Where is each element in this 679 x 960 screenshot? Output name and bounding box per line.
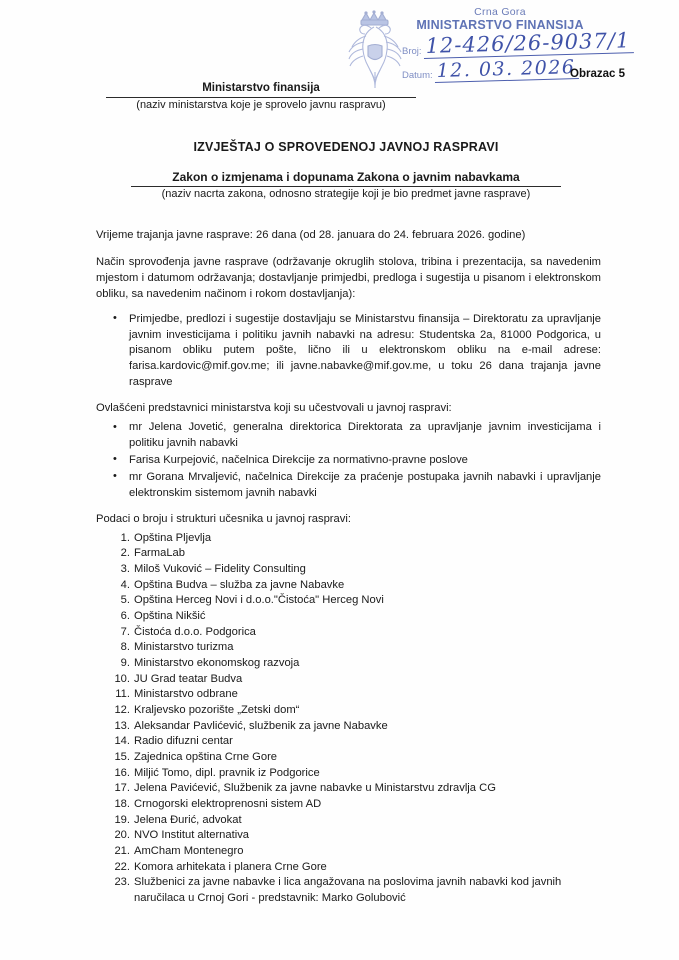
list-item: Radio difuzni centar bbox=[134, 735, 233, 748]
stamp-date-row bbox=[402, 56, 579, 83]
list-item: • Primjedbe, predlozi i sugestije dostavljaju se Ministarstvu finansija – Direktoratu za upravljanje javnim investicijama i politiku javnih nabavki na adresu: Studentska 2a, 81000 Podgorica, u pisanom obliku putem pošte, lično ili u elektronskom obliku na e-mail adrese: farisa.kardovic@mif.gov.me; ili javne.nabavke@mif.gov.me, u toku 26 dana trajanja javne rasprave bbox=[96, 312, 601, 392]
participants-intro: Podaci o broju i strukturi učesnika u javnoj raspravi: bbox=[96, 512, 351, 525]
list-item: Opština Nikšić bbox=[134, 609, 206, 622]
method-bullet-list bbox=[96, 312, 601, 392]
list-item: • mr Gorana Mrvaljević, načelnica Direkcije za praćenje postupaka javnih nabavki i upravljanje elektronskim sistemom javnih nabavki bbox=[96, 470, 601, 502]
list-item: Miloš Vuković – Fidelity Consulting bbox=[134, 562, 306, 575]
list-item: Jelena Pavićević, Službenik za javne nabavke u Ministarstvu zdravlja CG bbox=[134, 782, 496, 795]
list-item: • Farisa Kurpejović, načelnica Direkcije za normativno-pravne poslove bbox=[96, 453, 601, 469]
page-title: IZVJEŠTAJ O SPROVEDENOJ JAVNOJ RASPRAVI bbox=[193, 140, 499, 154]
law-underline bbox=[131, 186, 561, 187]
representatives-intro: Ovlašćeni predstavnici ministarstva koji su učestvovali u javnoj raspravi: bbox=[96, 402, 452, 415]
list-item: Komora arhitekata i planera Crne Gore bbox=[134, 860, 327, 873]
list-item: Ministarstvo odbrane bbox=[134, 688, 238, 701]
law-title: Zakon o izmjenama i dopunama Zakona o javnim nabavkama bbox=[172, 170, 520, 184]
list-item: Službenici za javne nabavke i lica angažovana na poslovima javnih nabavki kod javnih naručilaca u Crnoj Gori - predstavnik: Marko Golubović bbox=[134, 876, 562, 904]
law-title-block bbox=[96, 170, 596, 200]
list-item: Ministarstvo turizma bbox=[134, 641, 234, 654]
ministry-name: Ministarstvo finansija bbox=[202, 82, 320, 94]
list-item: Miljić Tomo, dipl. pravnik iz Podgorice bbox=[134, 766, 320, 779]
law-caption: (naziv nacrta zakona, odnosno strategije koji je bio predmet javne rasprave) bbox=[161, 188, 531, 200]
list-item: Kraljevsko pozorište „Zetski dom“ bbox=[134, 703, 300, 716]
stamp-date-label: Datum: bbox=[402, 70, 433, 81]
list-item: JU Grad teatar Budva bbox=[134, 672, 243, 685]
stamp-country: Crna Gora bbox=[474, 6, 526, 18]
stamp-date-value: 12. 03. 2026 bbox=[434, 56, 578, 83]
list-item: Ministarstvo ekonomskog razvoja bbox=[134, 656, 300, 669]
stamp-number-value: 12-426/26-9037/1 bbox=[423, 28, 633, 59]
participants-list bbox=[96, 531, 601, 907]
list-item: Aleksandar Pavlićević, službenik za javne Nabavke bbox=[134, 719, 388, 732]
list-item: AmCham Montenegro bbox=[134, 844, 244, 857]
list-item: Opština Pljevlja bbox=[134, 531, 212, 544]
list-item: Zajednica opština Crne Gore bbox=[134, 750, 278, 763]
stamp-number-row bbox=[402, 28, 633, 59]
list-item: NVO Institut alternativa bbox=[134, 829, 250, 842]
list-item: • mr Jelena Jovetić, generalna direktorica Direktorata za upravljanje javnim investicijama i politiku javnih nabavki bbox=[96, 420, 601, 452]
ministry-caption: (naziv ministarstva koje je sprovelo javnu raspravu) bbox=[136, 99, 386, 111]
list-item: Opština Herceg Novi i d.o.o."Čistoća" Herceg Novi bbox=[134, 594, 384, 607]
list-item: FarmaLab bbox=[134, 547, 185, 560]
list-item: Opština Budva – služba za javne Nabavke bbox=[134, 578, 345, 591]
representatives-bullet-list bbox=[96, 420, 601, 502]
stamp-heading bbox=[400, 6, 600, 32]
list-item: Jelena Đurić, advokat bbox=[134, 813, 242, 826]
list-item: Čistoća d.o.o. Podgorica bbox=[134, 625, 256, 638]
method-intro-paragraph: Način sprovođenja javne rasprave (održavanje okruglih stolova, tribina i prezentacija, sa navedenim mjestom i datumom održavanja; dostavljanje primjedbi, predloga i sugestija u pisanom i elektronskom obliku, sa navedenim načinom i rokom dostavljanja): bbox=[96, 255, 601, 300]
form-number-label: Obrazac 5 bbox=[570, 68, 625, 80]
stamp-ministry: MINISTARSTVO FINANSIJA bbox=[416, 18, 584, 33]
list-item: Crnogorski elektroprenosni sistem AD bbox=[134, 797, 322, 810]
duration-paragraph: Vrijeme trajanja javne rasprave: 26 dana (od 28. januara do 24. februara 2026. godine) bbox=[96, 229, 526, 241]
ministry-header bbox=[96, 78, 426, 111]
ministry-underline bbox=[106, 97, 416, 98]
stamp-number-label: Broj: bbox=[402, 46, 422, 57]
document-body bbox=[96, 228, 601, 907]
